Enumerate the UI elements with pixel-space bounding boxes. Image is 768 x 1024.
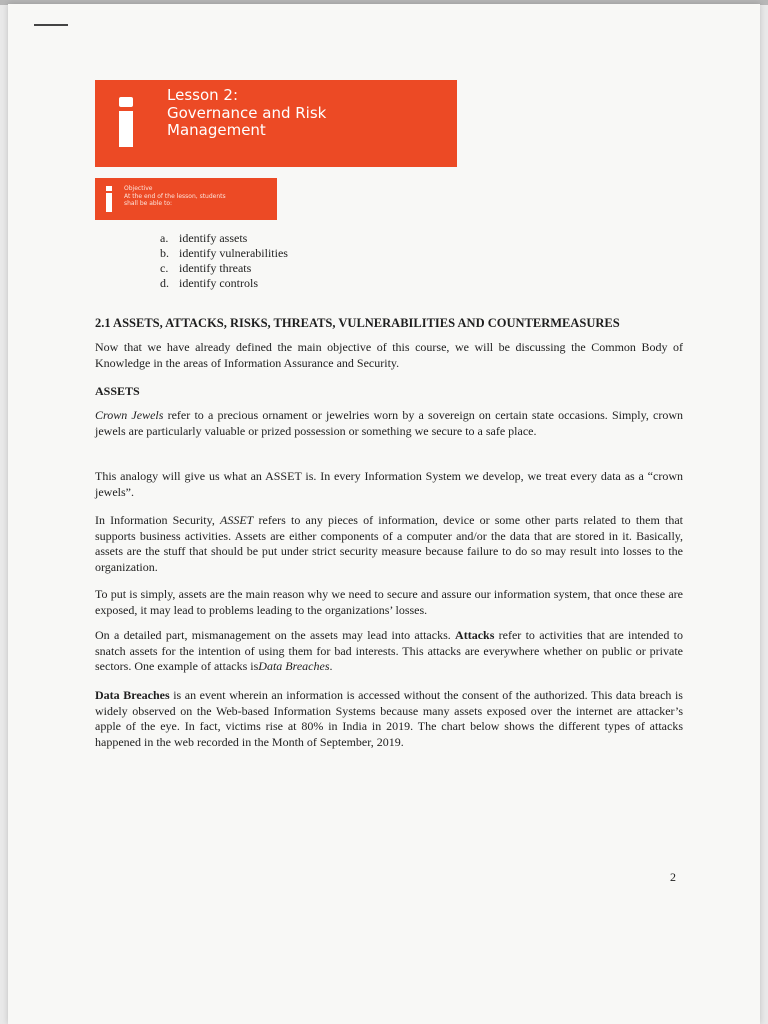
info-icon-stem — [119, 111, 133, 147]
data-breaches-paragraph — [95, 688, 683, 750]
list-item — [160, 276, 288, 291]
list-item — [160, 231, 288, 246]
corner-pen-mark — [34, 24, 68, 26]
assets-summary-paragraph: To put is simply, assets are the main reason why we need to secure and assure our information system, that once these are exposed, it may lead to problems leading to the organizations’ losses. — [95, 587, 683, 617]
attacks-term: Attacks — [455, 628, 495, 642]
crown-jewels-term: Crown Jewels — [95, 408, 164, 422]
attacks-paragraph — [95, 628, 683, 675]
objective-line2: shall be able to: — [124, 200, 173, 207]
lesson-title — [167, 87, 447, 140]
lesson-title-line1: Lesson 2: — [167, 86, 239, 104]
objective-info-icon-dot — [106, 186, 112, 191]
assets-heading: ASSETS — [95, 384, 140, 398]
list-item — [160, 246, 288, 261]
lesson-banner — [95, 80, 457, 167]
asset-term: ASSET — [220, 513, 254, 527]
list-letter: d. — [160, 276, 169, 290]
list-letter: a. — [160, 231, 169, 245]
crown-jewels-paragraph — [95, 408, 683, 439]
objective-label: Objective — [124, 185, 153, 192]
asset-definition-pre: In Information Security, — [95, 513, 221, 527]
objectives-list — [160, 231, 288, 291]
asset-definition-paragraph — [95, 513, 683, 575]
page-number: 2 — [670, 870, 676, 884]
data-breaches-term: Data Breaches — [95, 688, 170, 702]
attacks-end: . — [329, 659, 333, 673]
list-text: identify assets — [179, 231, 248, 245]
objective-text — [124, 185, 274, 208]
crown-jewels-text: refer to a precious ornament or jewelries worn by a sovereign on certain state occasions. Simply, crown jewels are particularly valuable or prized possession or something we secure to a safe place. — [95, 408, 684, 438]
data-breaches-italic: Data Breaches — [258, 659, 330, 673]
lesson-title-line2: Governance and Risk — [167, 103, 327, 122]
data-breaches-text: is an event wherein an information is accessed without the consent of the authorized. This data breach is widely observed on the Web-based Information Systems because many assets exposed over the internet are attacker’s apple of the eye. In fact, victims rise at 80% in India in 2019. The chart below shows the different types of attacks happened in the web recorded in the Month of September, 2019. — [95, 688, 683, 749]
asset-definition-text: refers to any pieces of information, device or some other parts related to them that supports business activities. Assets are either components of a computer and/or the data that are stored in it. Basically, assets are the stuff that should be put under strict security measure because failure to do so may result into losses to the organization. — [95, 513, 683, 574]
list-item — [160, 261, 288, 276]
intro-paragraph: Now that we have already defined the main objective of this course, we will be discussing the Common Body of Knowledge in the areas of Information Assurance and Security. — [95, 340, 683, 370]
info-icon-dot — [119, 97, 133, 107]
objective-info-icon-stem — [106, 193, 112, 212]
lesson-title-line3: Management — [167, 121, 266, 139]
list-letter: b. — [160, 246, 169, 260]
attacks-pre: On a detailed part, mismanagement on the assets may lead into attacks. — [95, 628, 456, 642]
list-text: identify threats — [179, 261, 252, 275]
objective-line1: At the end of the lesson, students — [124, 192, 226, 200]
attacks-text: refer to activities that are intended to snatch assets for the intention of using them for bad interests. This attacks are everywhere whether on public or private sectors. One example of attacks is — [95, 628, 683, 673]
list-text: identify controls — [179, 276, 258, 290]
objective-box — [95, 178, 277, 220]
list-text: identify vulnerabilities — [179, 246, 288, 260]
analogy-paragraph: This analogy will give us what an ASSET is. In every Information System we develop, we treat every data as a “crown jewels”. — [95, 469, 683, 499]
list-letter: c. — [160, 261, 169, 275]
section-heading: 2.1 ASSETS, ATTACKS, RISKS, THREATS, VULNERABILITIES AND COUNTERMEASURES — [95, 316, 620, 330]
